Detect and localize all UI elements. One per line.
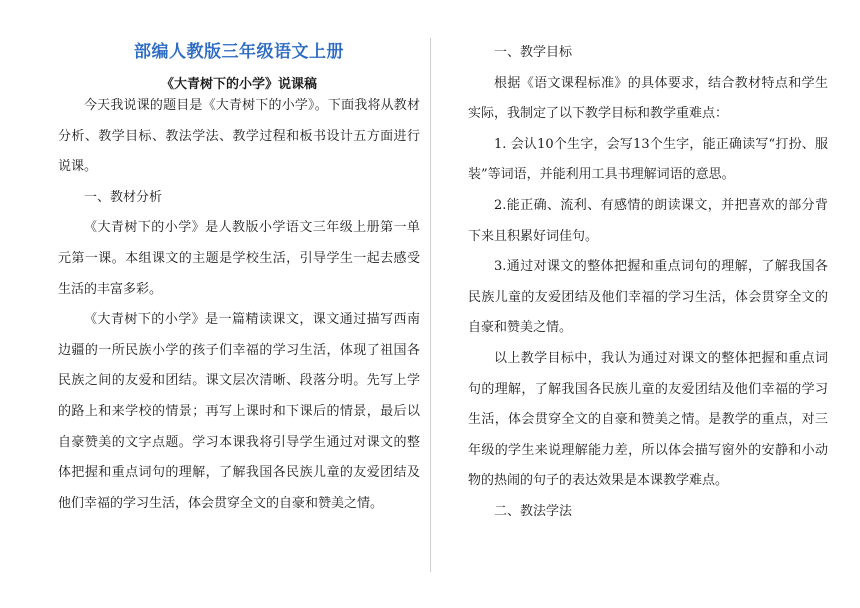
materials-paragraph-2: 《大青树下的小学》是一篇精读课文，课文通过描写西南边疆的一所民族小学的孩子们幸福的学习生活，体现了祖国各民族之间的友爱和团结。课文层次清晰、段落分明。先写上学的路上和来学校的情景；再写上课时和下课后的情景，最后以自豪赞美的文字点题。学习本课我将引导学生通过对课文的整体把握和重点词句的理解，了解我国各民族儿童的友爱团结及他们幸福的学习生活，体会贯穿全文的自豪和赞美之情。 xyxy=(58,312,420,511)
section-heading-methods: 二、教法学法 xyxy=(494,503,573,519)
section-heading-objectives: 一、教学目标 xyxy=(494,45,573,60)
left-column xyxy=(58,0,420,608)
section-heading-materials: 一、教材分析 xyxy=(84,189,163,205)
key-difficulty-paragraph: 以上教学目标中，我认为通过对课文的整体把握和重点词句的理解，了解我国各民族儿童的友爱团结及他们幸福的学习生活，体会贯穿全文的自豪和赞美之情。是教学的重点，对三年级的学生来说理解能力差，所以体会描写窗外的安静和小动物的热闹的句子的表达效果是本课教学难点。 xyxy=(468,350,828,489)
intro-paragraph: 今天我说课的题目是《大青树下的小学》。下面我将从教材分析、教学目标、教法学法、教学过程和板书设计五方面进行说课。 xyxy=(58,98,420,175)
objective-item-3: 3.通过对课文的整体把握和重点词句的理解，了解我国各民族儿童的友爱团结及他们幸福的学习生活，体会贯穿全文的自豪和赞美之情。 xyxy=(468,259,828,336)
objectives-intro: 根据《语文课程标准》的具体要求，结合教材特点和学生实际，我制定了以下教学目标和教学重难点： xyxy=(468,75,828,122)
document-title: 部编人教版三年级语文上册 xyxy=(134,42,344,62)
right-body xyxy=(468,38,828,528)
left-body xyxy=(58,91,420,519)
materials-paragraph-1: 《大青树下的小学》是人教版小学语文三年级上册第一单元第一课。本组课文的主题是学校生活，引导学生一起去感受生活的丰富多彩。 xyxy=(58,220,420,297)
right-column xyxy=(468,0,828,608)
objective-item-2: 2.能正确、流利、有感情的朗读课文，并把喜欢的部分背下来且积累好词佳句。 xyxy=(468,197,828,244)
objective-item-1: 1. 会认10个生字，会写13个生字，能正确读写“打扮、服装”等词语，并能利用工具书理解词语的意思。 xyxy=(468,136,828,183)
document-subtitle: 《大青树下的小学》说课稿 xyxy=(160,77,317,92)
column-divider xyxy=(430,38,431,572)
